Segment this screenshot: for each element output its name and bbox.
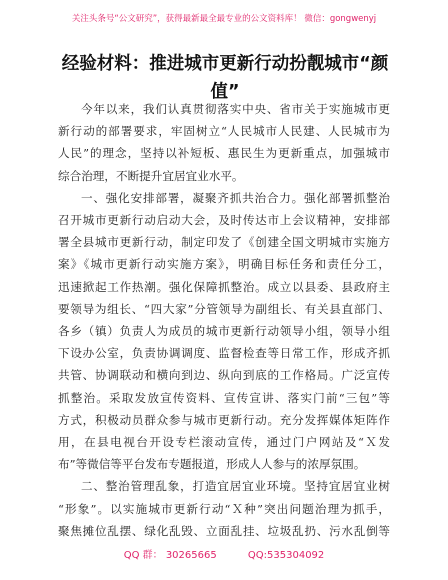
- footer-qq-group: QQ 群： 30265665: [123, 550, 217, 561]
- text-line: 下设办公室，负责协调调度、监督检查等日常工作，形成齐抓: [58, 346, 390, 361]
- text-line: 召开城市更新行动启动大会，及时传达市上会议精神，安排部: [58, 213, 390, 228]
- text-line: 二、整治管理乱象，打造宜居宜业环境。坚持宜居宜业树: [81, 479, 390, 494]
- paragraph: [58, 98, 390, 187]
- title-line: 值”: [210, 82, 240, 102]
- text-line: 方式，积极动员群众参与城市更新行动。充分发挥媒体矩阵作: [58, 412, 390, 427]
- text-line: 新行动的部署要求，牢固树立“人民城市人民建、人民城市为: [58, 124, 390, 139]
- text-line: 共管、协调联动和横向到边、纵向到底的工作格局。广泛宣传: [58, 368, 390, 383]
- text-line: 布”等微信等平台发布专题报道，形成人人参与的浓厚氛围。: [58, 457, 366, 472]
- text-line: 用，在县电视台开设专栏滚动宣传，通过门户网站及“Ｘ发: [58, 435, 390, 450]
- text-line: 署全县城市更新行动，制定印发了《创建全国文明城市实施方: [58, 235, 390, 250]
- paragraph: [58, 187, 390, 476]
- text-line: 各乡（镇）负责人为成员的城市更新行动领导小组，领导小组: [58, 324, 390, 339]
- title-line: 经验材料：推进城市更新行动扮靓城市“颜: [61, 54, 389, 74]
- text-line: 综合治理，不断提升宜居宜业水平。: [58, 168, 244, 183]
- text-line: 案》《城市更新行动实施方案》，明确目标任务和责任分工，: [58, 257, 390, 272]
- document-body: [58, 98, 390, 542]
- text-line: 一、强化安排部署，凝聚齐抓共治合力。强化部署抓整治: [81, 190, 390, 205]
- text-line: 迅速掀起工作热潮。强化保障抓整治。成立以县委、县政府主: [58, 279, 390, 294]
- paragraph: [58, 475, 390, 542]
- footer-contact: [0, 546, 448, 561]
- text-line: 聚焦摊位乱摆、绿化乱毁、立面乱挂、垃圾乱扔、污水乱倒等: [58, 523, 390, 538]
- text-line: 抓整治。采取发放宣传资料、宣传宣讲、落实门前“三包”等: [58, 390, 390, 405]
- text-line: 人民”的理念，坚持以补短板、惠民生为更新重点，加强城市: [58, 146, 390, 161]
- footer-qq: QQ:535304092: [247, 550, 325, 561]
- text-line: 今年以来，我们认真贯彻落实中央、省市关于实施城市更: [81, 102, 390, 116]
- top-banner: 关注头条号“公文研究”，获得最新最全最专业的公文资料库！ 微信：gongwenyj: [71, 14, 377, 24]
- text-line: 要领导为组长、“四大家”分管领导为副组长、有关县直部门、: [58, 301, 390, 316]
- text-line: “形象”。以实施城市更新行动“Ｘ种”突出问题治理为抓手，: [58, 501, 390, 516]
